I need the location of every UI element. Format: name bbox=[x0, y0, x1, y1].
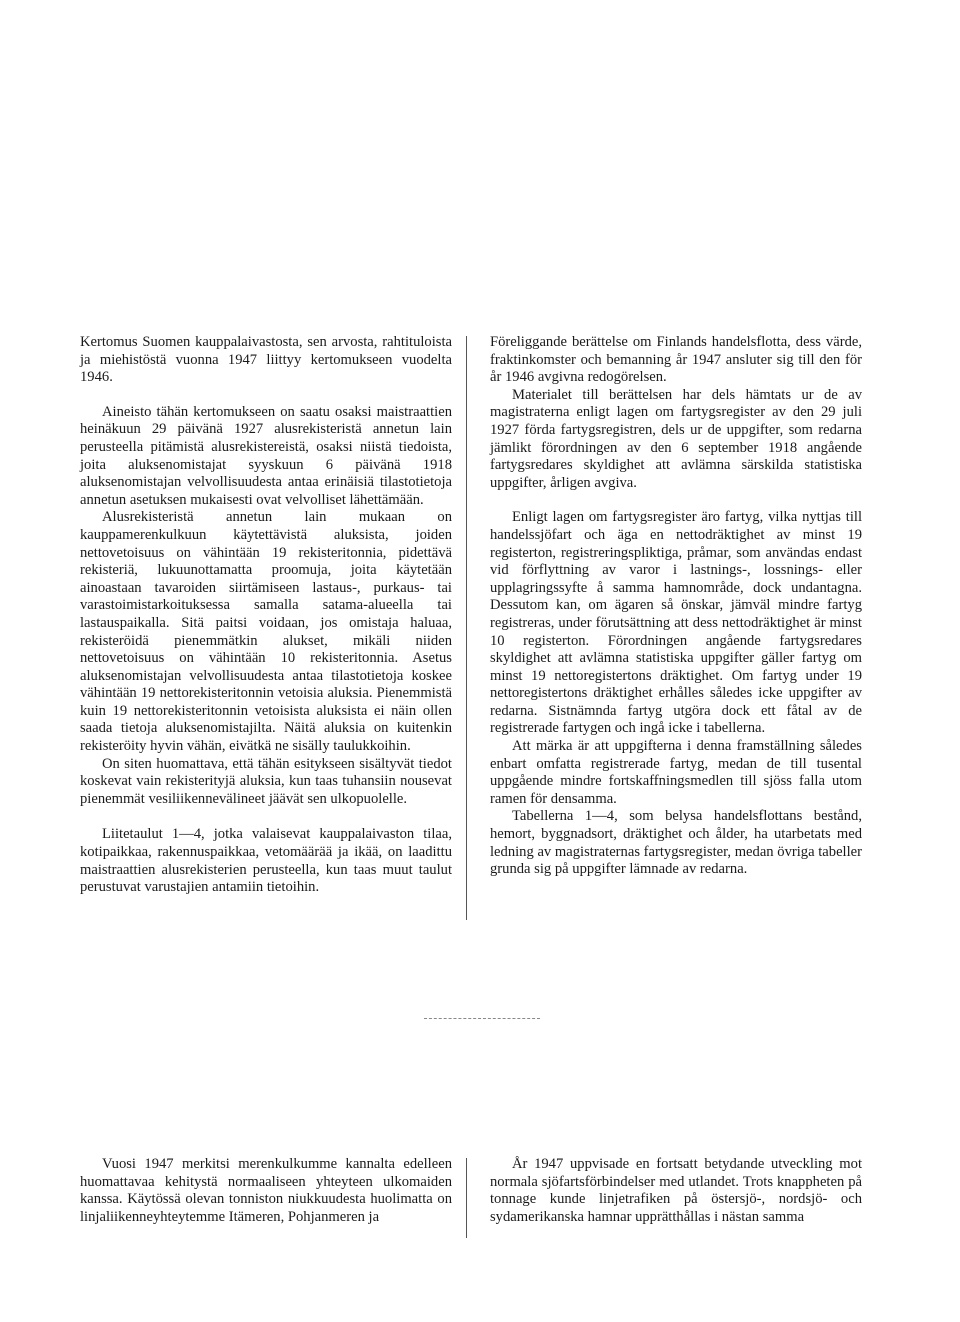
swedish-paragraph-2: Enligt lagen om fartygsregister äro fartyg, vilka nyttjas till handelssjöfart och äga en nettodräktighet av minst 19 registerton, registreringspliktiga, pråmar, som användas endast vid förflyttning av varor i lastnings-, lossnings- eller upplagringssyfte å samma hamnområde, dock undantagna. Dessutom kan, om ägaren så önskar, jämväl mindre fartyg registreras, under förutsättning att dess nettodräktighet är minst 10 registerton. Förordningen angående fartygsredares skyldighet att avlämna statistiska uppgifter gäller fartyg om minst 19 nettoregistertons dräktighet. Om fartyg under 19 nettoregistertons dräktighet erhålles således icke uppgifter av redarna. Sistnämnda fartyg utgöra dock ett fåtal av de registrerade fartygen och ingå icke i tabellerna. bbox=[490, 509, 862, 737]
finnish-column-top bbox=[80, 334, 452, 897]
swedish-column-bottom bbox=[490, 1156, 862, 1226]
finnish-column-bottom bbox=[80, 1156, 452, 1226]
swedish-bottom-paragraph: År 1947 uppvisade en fortsatt betydande utveckling mot normala sjöfartsförbindelser med utlandet. Trots knappheten på tonnage kunde linjetrafiken på östersjö-, nordsjö- och sydamerikanska hamnar upprätthållas i nästan samma bbox=[490, 1156, 862, 1225]
swedish-paragraph-1: Materialet till berättelsen har dels hämtats ur de av magistraterna enligt lagen om fartygsregister av den 29 juli 1927 förda fartygsregistren, dels ur de uppgifter, som redarna jämlikt förordningen av den 6 september 1918 angående fartygsredares skyldighet att avlämna särskilda statistiska uppgifter, årligen avgiva. bbox=[490, 386, 862, 491]
finnish-paragraph-4: Liitetaulut 1—4, jotka valaisevat kauppalaivaston tilaa, kotipaikkaa, rakennuspaikkaa, vetomäärää ja ikää, on laadittu maistraattien alusrekisterien perusteella, kun taas muut taulut perustuvat varustajien antamiin tietoihin. bbox=[80, 826, 452, 896]
column-divider-bottom bbox=[466, 1158, 467, 1238]
section-separator bbox=[424, 1018, 540, 1019]
finnish-intro-paragraph: Kertomus Suomen kauppalaivastosta, sen arvosta, rahtituloista ja miehistöstä vuonna 1947 liittyy kertomukseen vuodelta 1946. bbox=[80, 334, 452, 386]
finnish-paragraph-3: On siten huomattava, että tähän esitykseen sisältyvät tiedot koskevat vain rekisterityjä aluksia, kun taas tuhansiin nousevat pienemmät vesiliikennevälineet jäävät sen ulkopuolelle. bbox=[80, 755, 452, 807]
finnish-paragraph-2: Alusrekisteristä annetun lain mukaan on kauppamerenkulkuun käytettävistä aluksista, joiden nettovetoisuus on vähintään 19 rekisteritonnia, pidettävä rekisteriä, lukuunottamatta proomuja, joita käytetään ainoastaan tavaroiden siirtämiseen lastaus-, purkaus- tai varastoimistarkoituksessa samalla satama-alueella tai lastauspaikalla. Sitä paitsi voidaan, jos omistaja haluaa, rekisteröidä pienemmätkin alukset, mikäli niiden nettovetoisuus on vähintään 10 rekisteritonnia. Asetus aluksenomistajan velvollisuudesta antaa tilastotietoja koskee vähintään 19 nettorekisteritonnin vetoisia aluksia. Pienemmistä kuin 19 nettorekisteritonnin vetoisista aluksista ei näin ollen saada tietoja aluksenomistajilta. Näitä aluksia on kuitenkin rekisteröity hyvin vähän, eivätkä ne sisälly taulukkoihin. bbox=[80, 509, 452, 755]
finnish-bottom-paragraph: Vuosi 1947 merkitsi merenkulkumme kannalta edelleen huomattavaa kehitystä normaaliseen yhteyteen ulkomaiden kanssa. Käytössä olevan tonniston niukkuudesta huolimatta on linjaliikenneyhteytemme Itämeren, Pohjanmeren ja bbox=[80, 1156, 452, 1225]
swedish-paragraph-3: Att märka är att uppgifterna i denna framställning således enbart omfatta registrerade fartyg, medan de till tusental uppgående mindre fortskaffningsmedlen till sjöss falla utom ramen för densamma. bbox=[490, 738, 862, 807]
swedish-paragraph-4: Tabellerna 1—4, som belysa handelsflottans bestånd, hemort, byggnadsort, dräktighet och ålder, ha utarbetats med ledning av magistraternas fartygsregister, medan övriga tabeller grunda sig på uppgifter lämnade av redarna. bbox=[490, 808, 862, 878]
swedish-intro-paragraph: Föreliggande berättelse om Finlands handelsflotta, dess värde, fraktinkomster och bemanning år 1947 ansluter sig till den för år 1946 avgivna redogörelsen. bbox=[490, 334, 862, 386]
swedish-column-top bbox=[490, 334, 862, 879]
column-divider-top bbox=[466, 336, 467, 920]
finnish-paragraph-1: Aineisto tähän kertomukseen on saatu osaksi maistraattien heinäkuun 29 päivänä 1927 alusrekisteristä annetun lain perusteella pitämistä alusrekistereistä, osaksi niistä tiedoista, joita aluksenomistajat syyskuun 6 päivänä 1918 aluksenomistajan velvollisuudesta antaa erinäisiä tilastotietoja annetun asetuksen mukaisesti ovat velvolliset lähettämään. bbox=[80, 403, 452, 508]
